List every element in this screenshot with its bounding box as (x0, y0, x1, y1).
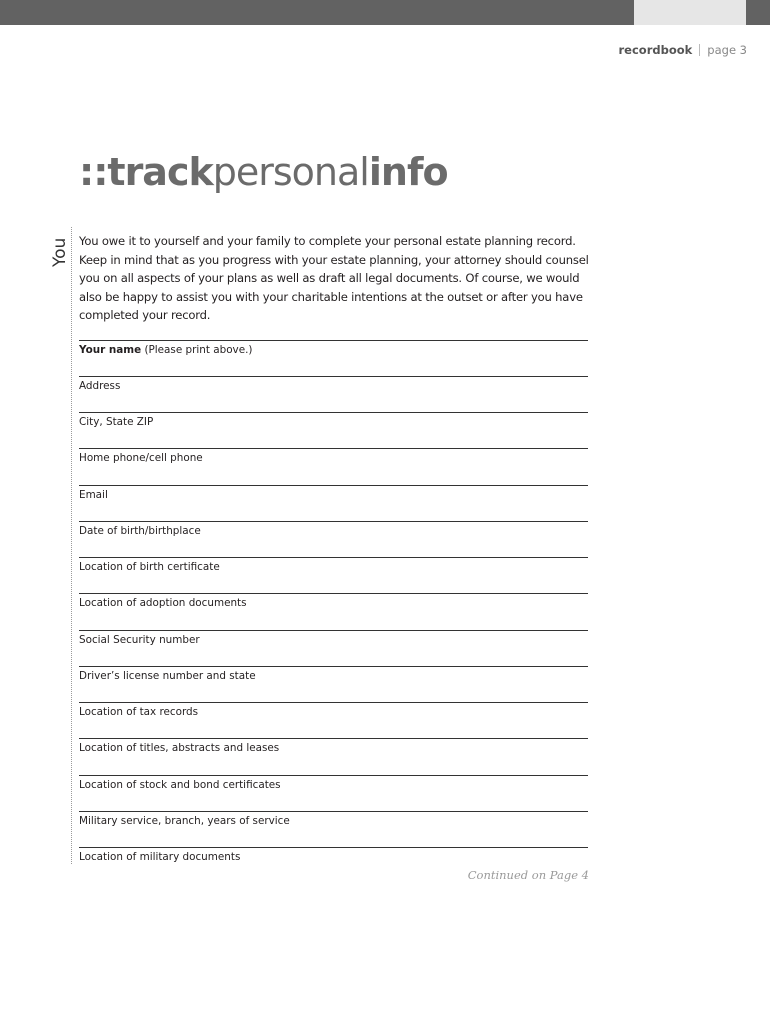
title-part-info: info (368, 150, 448, 194)
intro-paragraph: You owe it to yourself and your family to complete your personal estate planning record. Keep in mind that as you progress with your estate planning, your attorney should counsel you on all aspects of your plans as well as draft all legal documents. Of course, we would also be happy to assist you with your charitable intentions at the outset or after you have completed your record. (79, 234, 589, 323)
city-state-zip-field[interactable] (79, 412, 588, 448)
header-divider (699, 44, 700, 56)
field-label: Social Security number (79, 634, 200, 646)
birth-date-place-field[interactable] (79, 521, 588, 557)
phone-field[interactable] (79, 448, 588, 484)
page-header (619, 43, 747, 57)
social-security-field[interactable] (79, 630, 588, 666)
field-label: Your name (Please print above.) (79, 344, 253, 356)
name-field[interactable] (79, 340, 588, 376)
field-label: Location of adoption documents (79, 597, 247, 609)
section-side-label (50, 227, 70, 267)
birth-certificate-location-field[interactable] (79, 557, 588, 593)
title-prefix: :: (79, 150, 108, 194)
top-bar-tab (634, 0, 746, 25)
field-label: Address (79, 380, 121, 392)
field-label: Email (79, 489, 108, 501)
drivers-license-field[interactable] (79, 666, 588, 702)
section-side-label-text: You (50, 237, 70, 267)
field-label: Location of stock and bond certificates (79, 779, 281, 791)
field-label: Location of tax records (79, 706, 199, 718)
adoption-documents-location-field[interactable] (79, 593, 588, 629)
titles-abstracts-leases-field[interactable] (79, 738, 588, 774)
side-dotted-rule (71, 227, 72, 864)
field-label: City, State ZIP (79, 416, 154, 428)
stock-bond-certificates-field[interactable] (79, 775, 588, 811)
field-label: Driver’s license number and state (79, 670, 256, 682)
tax-records-location-field[interactable] (79, 702, 588, 738)
address-field[interactable] (79, 376, 588, 412)
field-label: Date of birth/birthplace (79, 525, 201, 537)
field-label: Military service, branch, years of service (79, 815, 290, 827)
field-label: Location of birth certificate (79, 561, 220, 573)
brand-name: recordbook (618, 43, 693, 57)
field-label: Location of military documents (79, 851, 241, 863)
military-service-field[interactable] (79, 811, 588, 847)
page-title (79, 150, 448, 194)
title-part-personal: personal (212, 150, 369, 194)
email-field[interactable] (79, 485, 588, 521)
field-label: Home phone/cell phone (79, 452, 203, 464)
field-label: Location of titles, abstracts and leases (79, 742, 280, 754)
title-part-track: track (107, 150, 213, 194)
continued-note: Continued on Page 4 (467, 868, 589, 882)
page-number: page 3 (707, 43, 747, 57)
